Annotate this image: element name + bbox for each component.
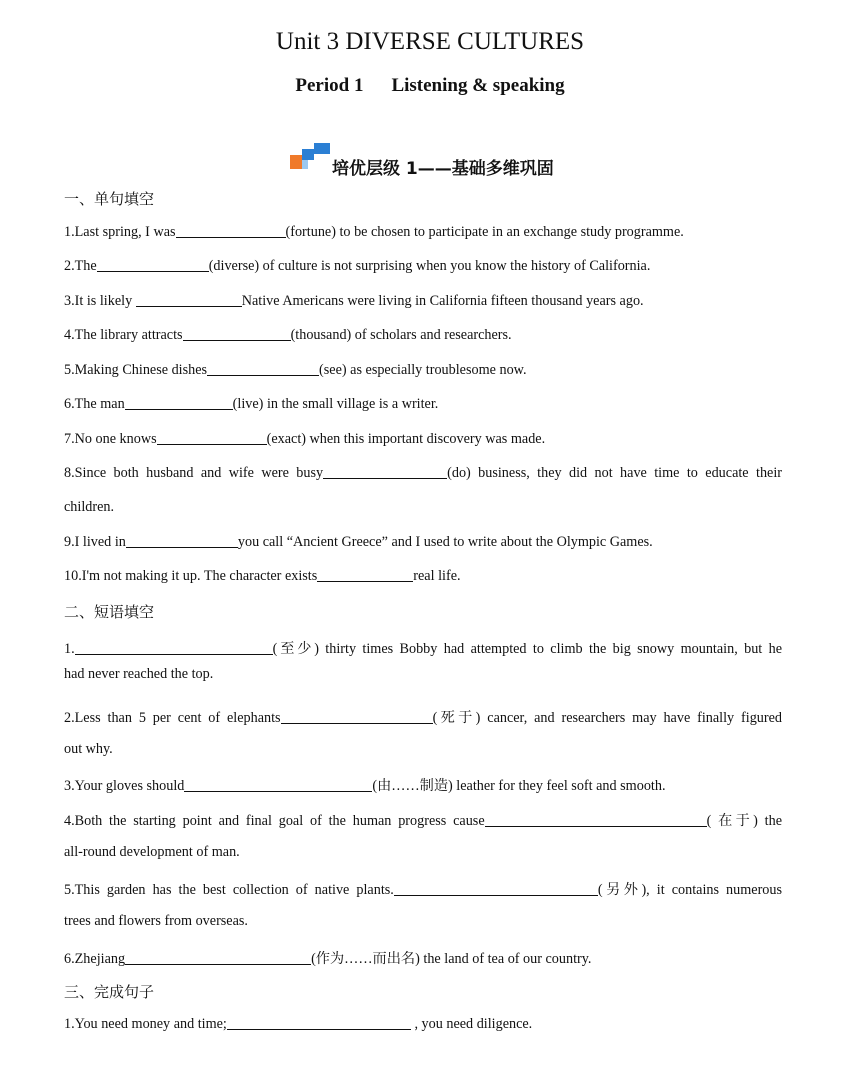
list-item: 4.Both the starting point and final goal of the human progress cause ( 在于) the <box>64 813 782 829</box>
stairs-icon <box>288 142 332 174</box>
banner-label: 培优层级 1——基础多维巩固 <box>332 159 554 179</box>
answer-blank[interactable] <box>207 361 319 376</box>
period-label: Period 1 <box>295 75 364 96</box>
answer-blank[interactable] <box>75 640 273 655</box>
answer-blank[interactable] <box>485 812 707 827</box>
answer-blank[interactable] <box>157 430 267 445</box>
page-subtitle <box>0 75 860 97</box>
list-item: 2.The (diverse) of culture is not surprising when you know the history of California. <box>64 258 651 274</box>
answer-blank[interactable] <box>394 881 598 896</box>
section-heading-1: 一、单句填空 <box>64 190 155 208</box>
list-item-continuation: all-round development of man. <box>64 844 240 860</box>
list-item-continuation: trees and flowers from overseas. <box>64 913 248 929</box>
list-item: 8.Since both husband and wife were busy (do) business, they did not have time to educate their <box>64 465 782 481</box>
list-item-continuation: out why. <box>64 741 113 757</box>
answer-blank[interactable] <box>176 223 286 238</box>
list-item: 6.Zhejiang (作为……而出名) the land of tea of our country. <box>64 951 592 967</box>
answer-blank[interactable] <box>184 777 372 792</box>
list-item: 7.No one knows (exact) when this important discovery was made. <box>64 431 546 447</box>
list-item: 6.The man (live) in the small village is a writer. <box>64 396 439 412</box>
list-item-continuation: had never reached the top. <box>64 666 214 682</box>
list-item: 1. (至少) thirty times Bobby had attempted to climb the big snowy mountain, but he <box>64 641 782 657</box>
list-item: 3.It is likely Native Americans were living in California fifteen thousand years ago. <box>64 293 644 309</box>
answer-blank[interactable] <box>97 257 209 272</box>
answer-blank[interactable] <box>281 709 433 724</box>
answer-blank[interactable] <box>136 292 242 307</box>
list-item: 9.I lived in you call “Ancient Greece” and I used to write about the Olympic Games. <box>64 534 653 550</box>
list-item: 5.Making Chinese dishes (see) as especially troublesome now. <box>64 362 527 378</box>
list-item: 5.This garden has the best collection of native plants. (另外), it contains numerous <box>64 882 782 898</box>
answer-blank[interactable] <box>125 395 233 410</box>
list-item: 4.The library attracts (thousand) of scholars and researchers. <box>64 327 512 343</box>
list-item-continuation: children. <box>64 499 115 515</box>
list-item: 1.Last spring, I was (fortune) to be chosen to participate in an exchange study programme. <box>64 224 684 240</box>
list-item: 1.You need money and time; , you need diligence. <box>64 1016 533 1032</box>
section-heading-2: 二、短语填空 <box>64 603 155 621</box>
list-item: 3.Your gloves should (由……制造) leather for they feel soft and smooth. <box>64 778 666 794</box>
answer-blank[interactable] <box>227 1015 411 1030</box>
section-heading-3: 三、完成句子 <box>64 983 155 1001</box>
answer-blank[interactable] <box>183 326 291 341</box>
topic-label: Listening & speaking <box>391 75 565 96</box>
answer-blank[interactable] <box>317 567 413 582</box>
answer-blank[interactable] <box>125 950 311 965</box>
page-title: Unit 3 DIVERSE CULTURES <box>275 28 585 55</box>
answer-blank[interactable] <box>323 464 447 479</box>
list-item: 10.I'm not making it up. The character exists real life. <box>64 568 461 584</box>
list-item: 2.Less than 5 per cent of elephants (死于) cancer, and researchers may have finally figured <box>64 710 782 726</box>
answer-blank[interactable] <box>126 533 238 548</box>
